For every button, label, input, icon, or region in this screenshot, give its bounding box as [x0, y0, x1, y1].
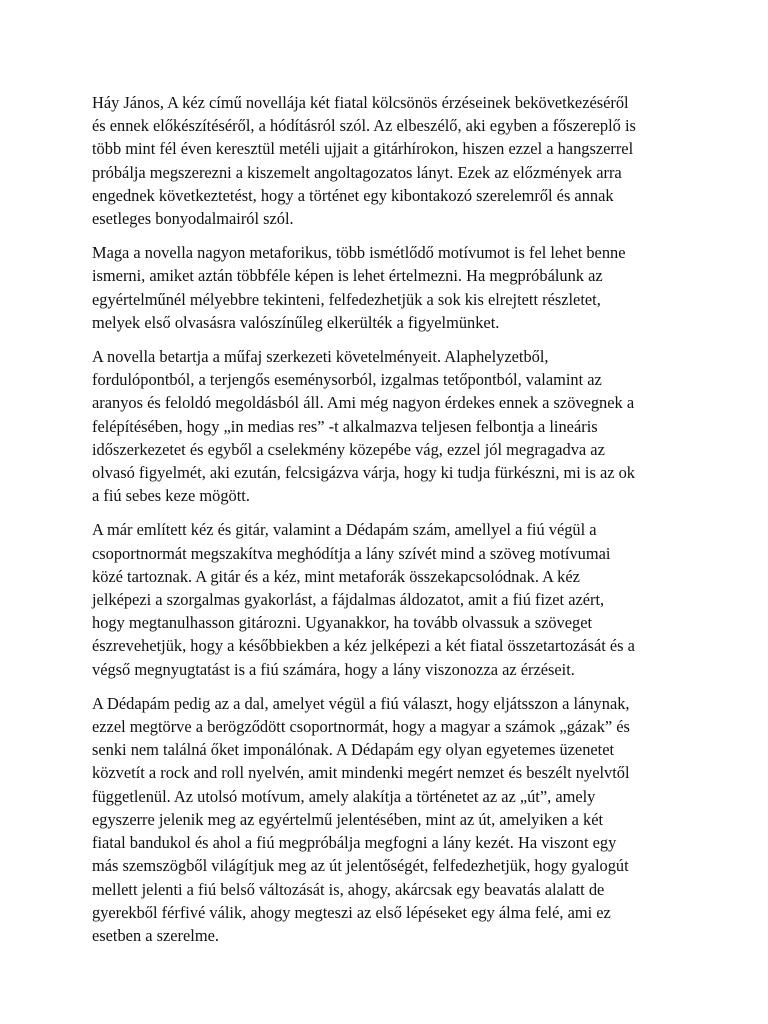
text-line: időszerkezetet és egyből a cselekmény közepébe vág, ezzel jól megragadva az: [92, 439, 605, 459]
text-line: függetlenül. Az utolsó motívum, amely alakítja a történetet az az „út”, amely: [92, 786, 596, 806]
text-line: a fiú sebes keze mögött.: [92, 486, 250, 506]
text-line: próbálja megszerezni a kiszemelt angoltagozatos lányt. Ezek az előzmények arra: [92, 162, 622, 182]
text-line: egyértelműnél mélyebbre tekinteni, felfedezhetjük a sok kis elrejtett részletet,: [92, 289, 601, 309]
text-line: esetleges bonyodalmairól szól.: [92, 209, 294, 229]
text-line: észrevehetjük, hogy a későbbiekben a kéz jelképezi a két fiatal összetartozását és a: [92, 636, 635, 656]
text-line: Maga a novella nagyon metaforikus, több ismétlődő motívumot is fel lehet benne: [92, 243, 626, 263]
text-line: közé tartoznak. A gitár és a kéz, mint metaforák összekapcsolódnak. A kéz: [92, 566, 580, 586]
text-line: jelképezi a szorgalmas gyakorlást, a fájdalmas áldozatot, amit a fiú fizet azért,: [92, 590, 605, 610]
paragraph-4: [92, 518, 687, 680]
text-line: ezzel megtörve a berögződött csoportnormát, hogy a magyar a számok „gázak” és: [92, 717, 630, 737]
text-line: egyszerre jelenik meg az egyértelmű jelentésében, mint az út, amelyiken a két: [92, 809, 604, 829]
paragraph-3: [92, 345, 687, 507]
text-line: mellett jelenti a fiú belső változását is, ahogy, akárcsak egy beavatás alalatt de: [92, 879, 605, 899]
text-line: több mint fél éven keresztül metéli ujjait a gitárhírokon, hiszen ezzel a hangszerrel: [92, 139, 634, 159]
text-line: gyerekből férfivé válik, ahogy megteszi az első lépéseket egy álma felé, ami ez: [92, 902, 611, 922]
document-page: [92, 91, 687, 958]
text-line: hogy megtanulhasson gitározni. Ugyanakkor, ha tovább olvassuk a szöveget: [92, 613, 593, 633]
text-line: engednek következtetést, hogy a történet egy kibontakozó szerelemről és annak: [92, 185, 614, 205]
text-line: melyek első olvasásra valószínűleg elkerülték a figyelmünket.: [92, 312, 500, 332]
text-line: A Dédapám pedig az a dal, amelyet végül a fiú választ, hogy eljátsszon a lánynak,: [92, 693, 630, 713]
text-line: más szemszögből világítjuk meg az út jelentőségét, felfedezhetjük, hogy gyalogút: [92, 856, 629, 876]
paragraph-2: [92, 241, 687, 334]
text-line: fordulópontból, a terjengős eseménysorból, izgalmas tetőpontból, valamint az: [92, 370, 602, 390]
paragraph-5: [92, 692, 687, 947]
text-line: senki nem találná őket imponálónak. A Dédapám egy olyan egyetemes üzenetet: [92, 740, 615, 760]
text-line: és ennek előkészítéséről, a hódításról szól. Az elbeszélő, aki egyben a főszereplő is: [92, 116, 636, 136]
text-line: csoportnormát megszakítva meghódítja a lány szívét mind a szöveg motívumai: [92, 543, 611, 563]
text-line: A már említett kéz és gitár, valamint a Dédapám szám, amellyel a fiú végül a: [92, 520, 597, 540]
text-line: A novella betartja a műfaj szerkezeti követelményeit. Alaphelyzetből,: [92, 347, 549, 367]
text-line: felépítésében, hogy „in medias res” -t alkalmazva teljesen felbontja a lineáris: [92, 416, 598, 436]
paragraph-1: [92, 91, 687, 230]
text-line: Háy János, A kéz című novellája két fiatal kölcsönös érzéseinek bekövetkezéséről: [92, 93, 629, 112]
text-line: ismerni, amiket aztán többféle képen is lehet értelmezni. Ha megpróbálunk az: [92, 266, 603, 286]
text-line: közvetít a rock and roll nyelvén, amit mindenki megért nemzet és beszélt nyelvtől: [92, 763, 630, 783]
text-line: végső megnyugtatást is a fiú számára, hogy a lány viszonozza az érzéseit.: [92, 659, 575, 679]
text-line: olvasó figyelmét, aki ezután, felcsigázva várja, hogy ki tudja fürkészni, mi is az ok: [92, 463, 635, 483]
text-line: esetben a szerelme.: [92, 925, 219, 945]
text-line: fiatal bandukol és ahol a fiú megpróbálja megfogni a lány kezét. Ha viszont egy: [92, 833, 617, 853]
text-line: aranyos és feloldó megoldásból áll. Ami még nagyon érdekes ennek a szövegnek a: [92, 393, 635, 413]
